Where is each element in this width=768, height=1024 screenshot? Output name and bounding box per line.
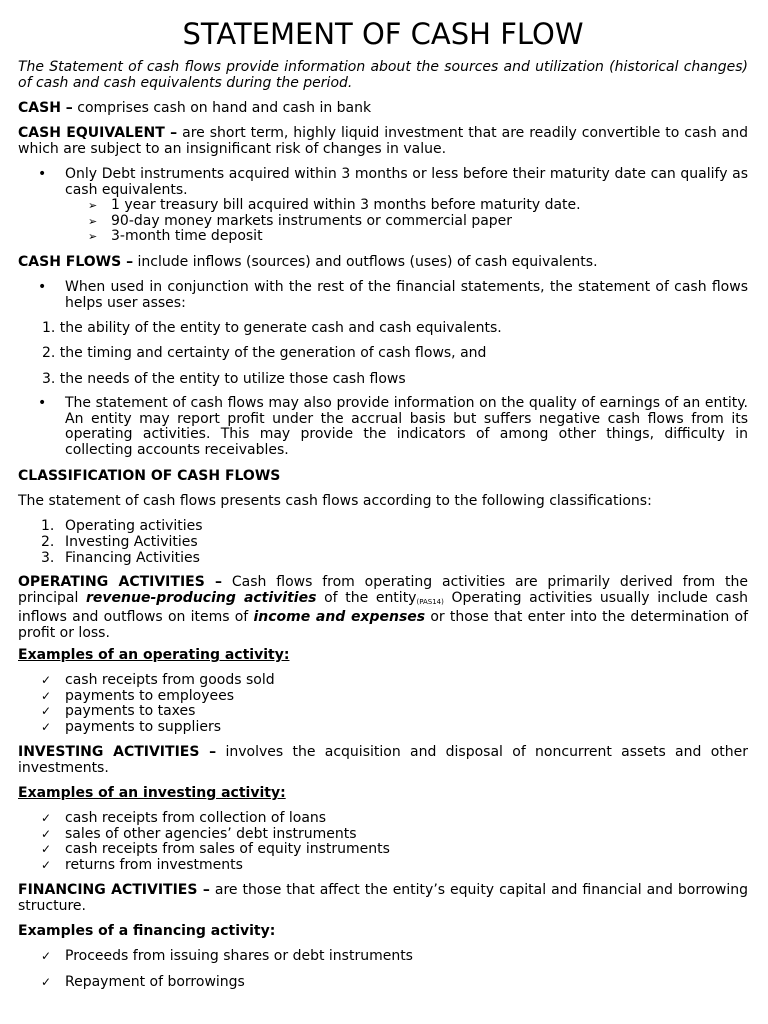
classification-heading: CLASSIFICATION OF CASH FLOWS bbox=[18, 468, 281, 484]
bullet-icon: • bbox=[38, 395, 47, 411]
checkmark-icon: ✓ bbox=[41, 673, 52, 687]
page-title: STATEMENT OF CASH FLOW bbox=[182, 17, 584, 51]
cash-text: comprises cash on hand and cash in bank bbox=[72, 100, 372, 116]
operating-text: Operating activities usually include cash inflows and outflows on items of bbox=[18, 589, 748, 626]
arrow-icon: ➢ bbox=[88, 199, 98, 212]
operating-text: of the entity bbox=[316, 589, 417, 606]
example-text: Repayment of borrowings bbox=[65, 974, 245, 990]
operating-subscript: (PAS14) bbox=[416, 597, 444, 606]
cash-flows-term: CASH FLOWS – bbox=[18, 254, 134, 270]
item-number: 2. bbox=[41, 534, 55, 550]
checkmark-icon: ✓ bbox=[41, 811, 52, 825]
checkmark-icon: ✓ bbox=[41, 689, 52, 703]
numbered-item: 3. the needs of the entity to utilize those cash flows bbox=[42, 371, 406, 387]
arrow-icon: ➢ bbox=[88, 230, 98, 243]
bullet-icon: • bbox=[38, 166, 47, 182]
investing-examples-heading: Examples of an investing activity: bbox=[18, 785, 286, 801]
operating-definition bbox=[18, 575, 748, 641]
example-text: cash receipts from goods sold bbox=[65, 672, 275, 688]
financing-definition bbox=[18, 883, 748, 914]
intro-paragraph: The Statement of cash flows provide information about the sources and utilization (historical changes) of cash and cash equivalents during the period. bbox=[18, 59, 748, 91]
operating-emphasis: revenue-producing activities bbox=[86, 589, 317, 606]
checkmark-icon: ✓ bbox=[41, 975, 52, 989]
cash-equivalent-definition bbox=[18, 126, 748, 157]
cash-flows-bullet-text: The statement of cash flows may also provide information on the quality of earnings of an entity. An entity may report profit under the accrual basis but suffers negative cash flows from its operating activities. This may provide the indicators of among other things, difficulty in collecting accounts receivables. bbox=[65, 395, 748, 458]
item-label: Investing Activities bbox=[65, 534, 198, 550]
example-text: Proceeds from issuing shares or debt instruments bbox=[65, 948, 413, 964]
example-text: cash receipts from collection of loans bbox=[65, 810, 327, 826]
operating-term: OPERATING ACTIVITIES – bbox=[18, 574, 223, 590]
cash-definition bbox=[18, 101, 748, 117]
cash-flows-text: include inflows (sources) and outflows (uses) of cash equivalents. bbox=[133, 254, 598, 270]
checkmark-icon: ✓ bbox=[41, 842, 52, 856]
cash-flows-definition bbox=[18, 255, 748, 271]
operating-text: Cash flows from operating activities are primarily derived from the principal bbox=[18, 574, 748, 606]
item-label: Operating activities bbox=[65, 518, 203, 534]
item-label: Financing Activities bbox=[65, 550, 200, 566]
checkmark-icon: ✓ bbox=[41, 858, 52, 872]
example-text: cash receipts from sales of equity instruments bbox=[65, 841, 390, 857]
checkmark-icon: ✓ bbox=[41, 720, 52, 734]
checkmark-icon: ✓ bbox=[41, 827, 52, 841]
sub-item-text: 1 year treasury bill acquired within 3 months before maturity date. bbox=[111, 197, 581, 213]
numbered-item: 2. the timing and certainty of the generation of cash flows, and bbox=[42, 345, 487, 361]
example-text: payments to employees bbox=[65, 688, 235, 704]
checkmark-icon: ✓ bbox=[41, 949, 52, 963]
cash-equivalent-term: CASH EQUIVALENT – bbox=[18, 125, 178, 141]
cash-term: CASH – bbox=[18, 100, 73, 116]
operating-examples-heading: Examples of an operating activity: bbox=[18, 647, 290, 663]
cash-flows-bullet-text: When used in conjunction with the rest of the financial statements, the statement of cash flows helps user asses: bbox=[65, 279, 748, 311]
example-text: returns from investments bbox=[65, 857, 243, 873]
bullet-icon: • bbox=[38, 279, 47, 295]
cash-equivalent-bullet-text: Only Debt instruments acquired within 3 months or less before their maturity date can qualify as cash equivalents. bbox=[65, 166, 748, 198]
item-number: 3. bbox=[41, 550, 55, 566]
sub-item-text: 90-day money markets instruments or commercial paper bbox=[111, 213, 513, 229]
arrow-icon: ➢ bbox=[88, 215, 98, 228]
operating-emphasis: income and expenses bbox=[253, 609, 426, 626]
financing-examples-heading: Examples of a financing activity: bbox=[18, 923, 276, 939]
example-text: payments to taxes bbox=[65, 703, 196, 719]
numbered-item: 1. the ability of the entity to generate cash and cash equivalents. bbox=[42, 320, 502, 336]
item-number: 1. bbox=[41, 518, 55, 534]
financing-text: are those that affect the entity’s equity capital and financial and borrowing structure. bbox=[18, 882, 748, 914]
operating-text: or those that enter into the determination of profit or loss. bbox=[18, 609, 749, 641]
cash-equivalent-text: are short term, highly liquid investment that are readily convertible to cash and which are subject to an insignificant risk of changes in value. bbox=[18, 125, 749, 157]
checkmark-icon: ✓ bbox=[41, 704, 52, 718]
classification-intro: The statement of cash flows presents cash flows according to the following classifications: bbox=[18, 493, 652, 509]
investing-definition bbox=[18, 745, 748, 776]
sub-item-text: 3-month time deposit bbox=[111, 228, 263, 244]
example-text: payments to suppliers bbox=[65, 719, 221, 735]
example-text: sales of other agencies’ debt instruments bbox=[65, 826, 357, 842]
investing-text: involves the acquisition and disposal of noncurrent assets and other investments. bbox=[18, 744, 748, 776]
investing-term: INVESTING ACTIVITIES – bbox=[18, 744, 217, 760]
financing-term: FINANCING ACTIVITIES – bbox=[18, 882, 210, 898]
